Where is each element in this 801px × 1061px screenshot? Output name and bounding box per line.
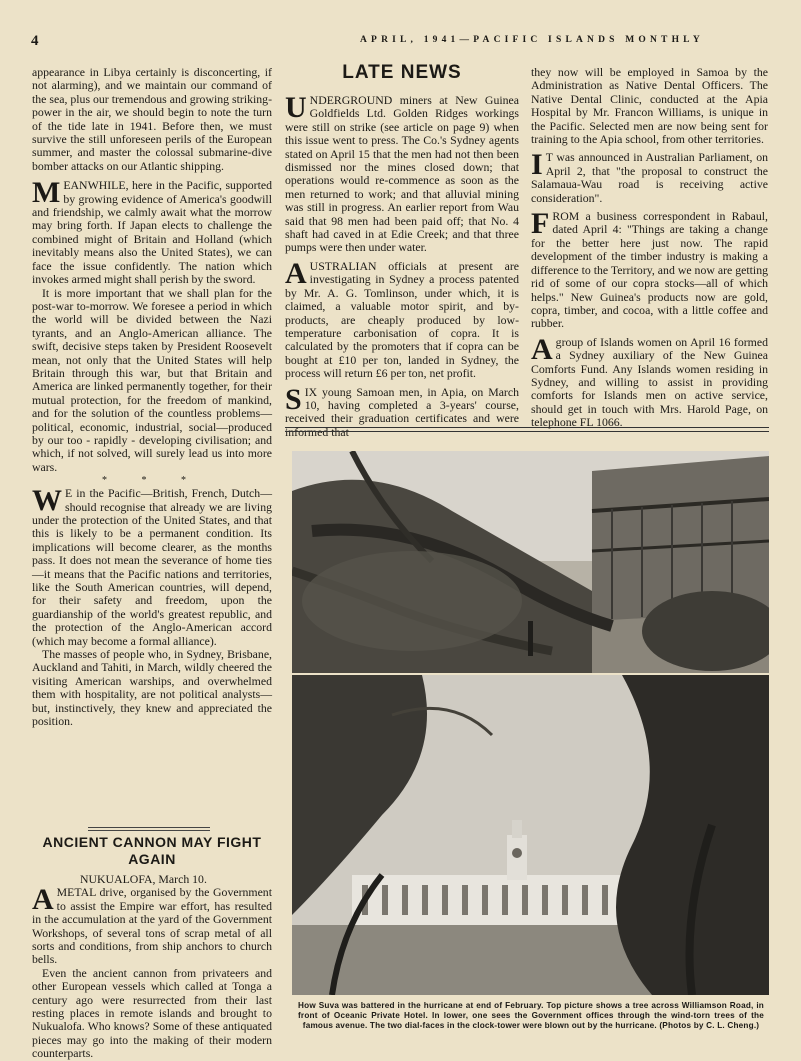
paragraph-text: E in the Pacific—British, French, Dutch—should recognise that already we are living under the protection of the United States, and that this is likely to be a permanent condition. Its implications will become clearer, as the months pass. It does not mean the severance of home ties—it means that the Pacific nations and territories, like the South American countries, will depend, for their safety and freedom, upon the guardianship of the world's greatest republic, and the protection of the Anglo-American accord (which may become a formal alliance). — [32, 486, 272, 648]
late-news-column — [285, 91, 519, 439]
editorial-paragraph: It is more important that we shall plan for the post-war to-morrow. We foresee a period in which the world will be divided between the Nazi tyrants, and an Anglo-American alliance. The swift, decisive steps taken by President Roosevelt mean, not only that the United States will help Britain through this war, but that Britain and America are linked permanently together, for their mutual protection, for the freedom of mankind, and for the solution of the countless problems—political, economic, industrial, social—produced by our too - rapidly - developing civilisation; and which, if not solved, will surely lead us into more wars. — [32, 285, 272, 474]
paragraph-text: IX young Samoan men, in Apia, on March 10, having completed a 3-years' course, received their graduation certificates and were informed that — [285, 384, 519, 439]
editorial-column — [32, 66, 272, 729]
running-head: APRIL, 1941—PACIFIC ISLANDS MONTHLY — [360, 35, 704, 45]
drop-cap: U — [285, 91, 307, 124]
news-item — [531, 207, 768, 331]
editorial-paragraph: appearance in Libya certainly is disconcerting, if not alarming), and we maintain our command of the sea, plus our tremendous and growing striking-power in the air, we should begin to note the turn of the tide late in 1941. Before then, we must survive the still unforeseen perils of the European summer, and master the colossal submarine-dive bomber attacks on our Atlantic shipping. — [32, 65, 272, 173]
drop-cap: W — [32, 484, 62, 518]
hurricane-photo-top — [292, 451, 769, 673]
editorial-paragraph — [32, 176, 272, 287]
drop-cap: A — [285, 256, 307, 290]
editorial-paragraph — [32, 484, 272, 648]
dateline: NUKUALOFA, March 10. — [80, 872, 207, 886]
late-news-heading: LATE NEWS — [342, 62, 462, 83]
drop-cap: S — [285, 382, 302, 416]
cannon-article — [32, 873, 272, 1061]
section-break-stars: * * * — [102, 475, 202, 487]
drop-cap: I — [531, 148, 543, 182]
news-item — [285, 256, 519, 381]
drop-cap: A — [32, 883, 54, 917]
news-item — [531, 148, 768, 205]
news-item: they now will be employed in Samoa by the Administration as Native Dental Officers. The Native Dental Clinic, conducted at the Apia Hospital by Mr. Francon Williams, is unique in the Pacific. Selected men are now being sent for training to the Apia school, from other territories. — [531, 65, 768, 147]
photo-caption: How Suva was battered in the hurricane at end of February. Top picture shows a tree across Williamson Road, in front of Oceanic Private Hotel. In lower, one sees the Government offices through the wind-torn trees of the famous avenue. The two dial-faces in the clock-tower were blown out by the hurricane. (Photos by C. L. Cheng.) — [298, 1001, 764, 1030]
divider-rule — [88, 827, 210, 828]
news-item — [285, 91, 519, 255]
page-number: 4 — [31, 33, 39, 49]
divider-rule — [88, 830, 210, 831]
section-divider — [285, 427, 769, 432]
cannon-article-headline: ANCIENT CANNON MAY FIGHT AGAIN — [42, 834, 262, 867]
paragraph-text: NDERGROUND miners at New Guinea Goldfields Ltd. Golden Ridges workings were still on strike (see article on page 9) when this issue went to press. The Co.'s Sydney agents stated on April 15 that the men had not then been dismissed nor the mines closed down; that operations would re-commence as soon as the men returned to work; and that alluvial mining was still in progress. An earlier report from Wau said that 98 men had been paid off; that No. 4 shaft had caved in at Edie Creek; and that three pumps were then under water. — [285, 93, 519, 255]
paragraph-text: ROM a business correspondent in Rabaul, dated April 4: "Things are taking a change for the better here just now. The rapid development of the timber industry is making a difference to the Territory, and we now are getting rid of some of our copra stocks—all of which helps." New Guinea's products now are gold, copra, timber, and cocoa, with a little coffee and rubber. — [531, 209, 768, 331]
article-paragraph — [32, 883, 272, 967]
article-paragraph: Even the ancient cannon from privateers and other European vessels which called at Tonga a century ago were resurrected from their last resting places in remote islands and brought to Nukualofa. Who knows? Some of these antiquated pieces may go into the making of their modern counterparts. — [32, 965, 272, 1061]
paragraph-text: group of Islands women on April 16 formed a Sydney auxiliary of the New Guinea Comforts Fund. Any Islands women residing in Sydney, and willing to assist in providing comforts for Islands men on active service, should get in touch with Mrs. Harold Page, on telephone FL 1066. — [531, 334, 768, 430]
paragraph-text: METAL drive, organised by the Government to assist the Empire war effort, has resulted in the accumulation at the yard of the Government Workshops, of several tons of scrap metal of all sorts and conditions, from ship anchors to church bells. — [32, 885, 272, 967]
editorial-paragraph: The masses of people who, in Sydney, Brisbane, Auckland and Tahiti, in March, wildly cheered the visiting American warships, and overwhelmed them with hospitality, are not political analysts—but, instinctively, they knew and appreciated the position. — [32, 647, 272, 729]
news-item — [531, 332, 768, 430]
drop-cap: A — [531, 332, 553, 366]
paragraph-text: EANWHILE, here in the Pacific, supported by growing evidence of America's goodwill and friendship, we calmly await what the morrow may bring forth. If Japan elects to challenge the combined might of Britain and Holland (which inevitably means also the United States), we can face the issue confidently. The nation which invokes armed might shall perish by the sword. — [32, 178, 272, 287]
drop-cap: M — [32, 176, 61, 210]
late-news-continued-column — [531, 66, 768, 430]
drop-cap: F — [531, 207, 550, 241]
paragraph-text: USTRALIAN officials at present are investigating in Sydney a process patented by Mr. A. G. Tomlinson, under which, it is claimed, a valuable motor spirit, and by-products, are cheaply produced by low-temperature carbonisation of copra. It is calculated by the promoters that if copra can be bought at £10 per ton, landed in Sydney, the process will return £6 per ton, net profit. — [285, 258, 519, 381]
paragraph-text: T was announced in Australian Parliament, on April 2, that "the proposal to construct the Salamaua-Wau road is receiving active consideration". — [531, 150, 768, 205]
hurricane-photo-bottom — [292, 675, 769, 995]
